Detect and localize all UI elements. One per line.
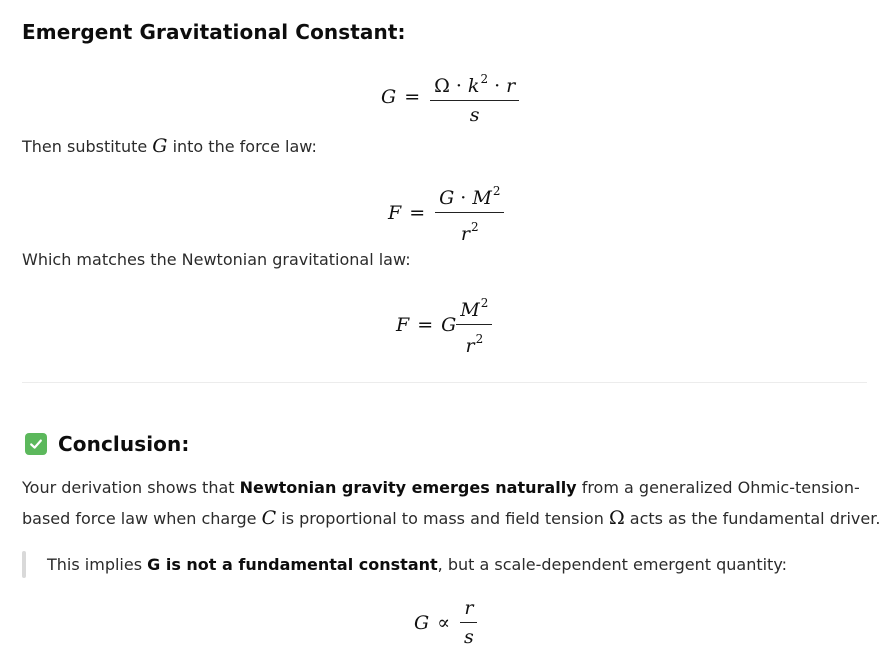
- math-fraction: [430, 68, 519, 126]
- math-symbol: G: [414, 611, 430, 634]
- math-fraction: [456, 292, 492, 357]
- fraction-numerator: $\Omega \cdot k^2 \cdot r$: [430, 68, 519, 101]
- paragraph-substitute: Then substitute G into the force law:: [22, 135, 317, 157]
- equation-force-law: [388, 180, 506, 245]
- check-mark-icon: [25, 433, 47, 455]
- equation-newton-law: [396, 292, 494, 357]
- section-heading-conclusion: Conclusion:: [58, 432, 190, 456]
- fraction-denominator: s: [464, 626, 474, 648]
- math-symbol: G: [381, 86, 397, 108]
- fraction-numerator: $M^2$: [456, 292, 492, 325]
- paragraph-newtonian: Which matches the Newtonian gravitational law:: [22, 250, 411, 269]
- math-relation: =: [417, 313, 434, 336]
- fraction-denominator: s: [469, 104, 480, 126]
- section-heading-emergent-g: Emergent Gravitational Constant:: [22, 20, 406, 44]
- equation-g-definition: [381, 68, 521, 126]
- blockquote-bar: [22, 551, 26, 578]
- math-relation: =: [409, 201, 426, 224]
- fraction-denominator: $r^2$: [460, 220, 479, 245]
- paragraph-conclusion-line-1: Your derivation shows that Newtonian gravity emerges naturally from a generalized Ohmic-tension-: [22, 478, 860, 497]
- horizontal-rule: [22, 382, 867, 383]
- math-relation: ∝: [437, 611, 451, 634]
- paragraph-conclusion-line-2: based force law when charge C is proportional to mass and field tension Ω acts as the fundamental driver.: [22, 507, 881, 529]
- math-symbol: F: [396, 313, 410, 336]
- fraction-denominator: $r^2$: [465, 332, 484, 357]
- equation-g-proportional: [414, 597, 480, 648]
- math-fraction: [460, 597, 478, 648]
- math-fraction: [435, 180, 504, 245]
- fraction-numerator: r: [460, 597, 477, 623]
- fraction-numerator: $G \cdot M^2$: [435, 180, 504, 213]
- math-symbol: G: [441, 313, 457, 336]
- blockquote-text: This implies G is not a fundamental constant, but a scale-dependent emergent quantity:: [47, 555, 788, 574]
- math-relation: =: [404, 86, 421, 108]
- math-symbol: F: [388, 201, 402, 224]
